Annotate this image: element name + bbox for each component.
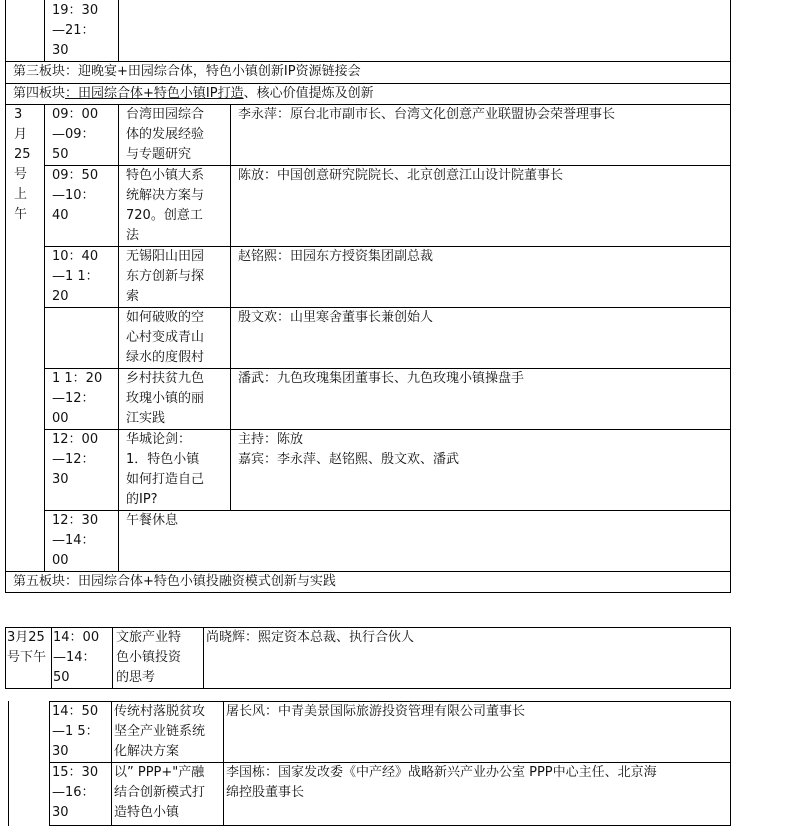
- time-cell: 14：00 —14： 50: [53, 630, 100, 685]
- speaker-cell: 潘武：九色玫瑰集团董事长、九色玫瑰小镇操盘手: [238, 371, 525, 386]
- time-cell: 14：50 —1 5： 30: [52, 704, 99, 759]
- speaker-cell: 尚晓辉：熙定资本总裁、执行合伙人: [206, 630, 415, 645]
- time-cell: 09：00 —09： 50: [52, 107, 99, 162]
- time-cell: 09：50 —10： 40: [52, 168, 99, 223]
- topic-cell: 乡村扶贫九色 玫瑰小镇的丽 江实践: [126, 371, 205, 426]
- time-cell: 1 1：20 —12： 00: [52, 371, 103, 426]
- topic-cell: 传统村落脱贫攻 坚全产业链系统 化解决方案: [114, 704, 206, 759]
- speaker-cell: 陈放：中国创意研究院院长、北京创意江山设计院董事长: [238, 168, 564, 183]
- speaker-cell: 李国栋：国家发改委《中产经》战略新兴产业办公室 PPP中心主任、北京海 绵控股董事长: [226, 765, 657, 800]
- speaker-cell: 赵铭熙：田园东方授资集团副总裁: [238, 249, 434, 264]
- day-label-afternoon: 3月25 号下午: [7, 630, 47, 665]
- time-cell: 10：40 —1 1： 20: [52, 249, 99, 304]
- time-cell: 19：30 —21： 30: [52, 3, 99, 58]
- speaker-cell: 李永萍：原台北市副市长、台湾文化创意产业联盟协会荣誉理事长: [238, 107, 616, 122]
- section-header-block3: 第三板块：迎晚宴+田园综合体，特色小镇创新IP资源链接会: [13, 64, 361, 79]
- topic-cell: 午餐休息: [126, 513, 179, 528]
- topic-cell: 文旅产业特 色小镇投资 的思考: [116, 630, 182, 685]
- speaker-cell: 屠长风：中青美景国际旅游投资管理有限公司董事长: [226, 704, 526, 719]
- section-header-block5: 第五板块：田园综合体+特色小镇投融资模式创新与实践: [13, 574, 336, 589]
- section-header-block4: 第四板块：田园综合体+特色小镇IP打造、核心价值提炼及创新: [13, 86, 374, 101]
- topic-cell: 台湾田园综合 体的发展经验 与专题研究: [126, 107, 205, 162]
- speaker-cell: 主持：陈放 嘉宾：李永萍、赵铭熙、殷文欢、潘武: [238, 432, 460, 467]
- topic-cell: 以” PPP+"产融 结合创新模式打 造特色小镇: [114, 765, 206, 820]
- topic-cell: 如何破败的空 心村变成青山 绿水的度假村: [126, 310, 205, 365]
- time-cell: 12：30 —14： 00: [52, 513, 99, 568]
- time-cell: 15：30 —16： 30: [52, 765, 99, 820]
- time-cell: 12：00 —12： 30: [52, 432, 99, 487]
- speaker-cell: 殷文欢：山里寒舍董事长兼创始人: [238, 310, 434, 325]
- topic-cell: 无锡阳山田园 东方创新与探 索: [126, 249, 205, 304]
- day-label-morning: 3 月 25 号 上 午: [14, 107, 31, 222]
- topic-cell: 华城论剑： 1．特色小镇 如何打造自己 的IP?: [126, 432, 205, 507]
- topic-cell: 特色小镇大系 统解决方案与 720。创意工 法: [126, 168, 205, 243]
